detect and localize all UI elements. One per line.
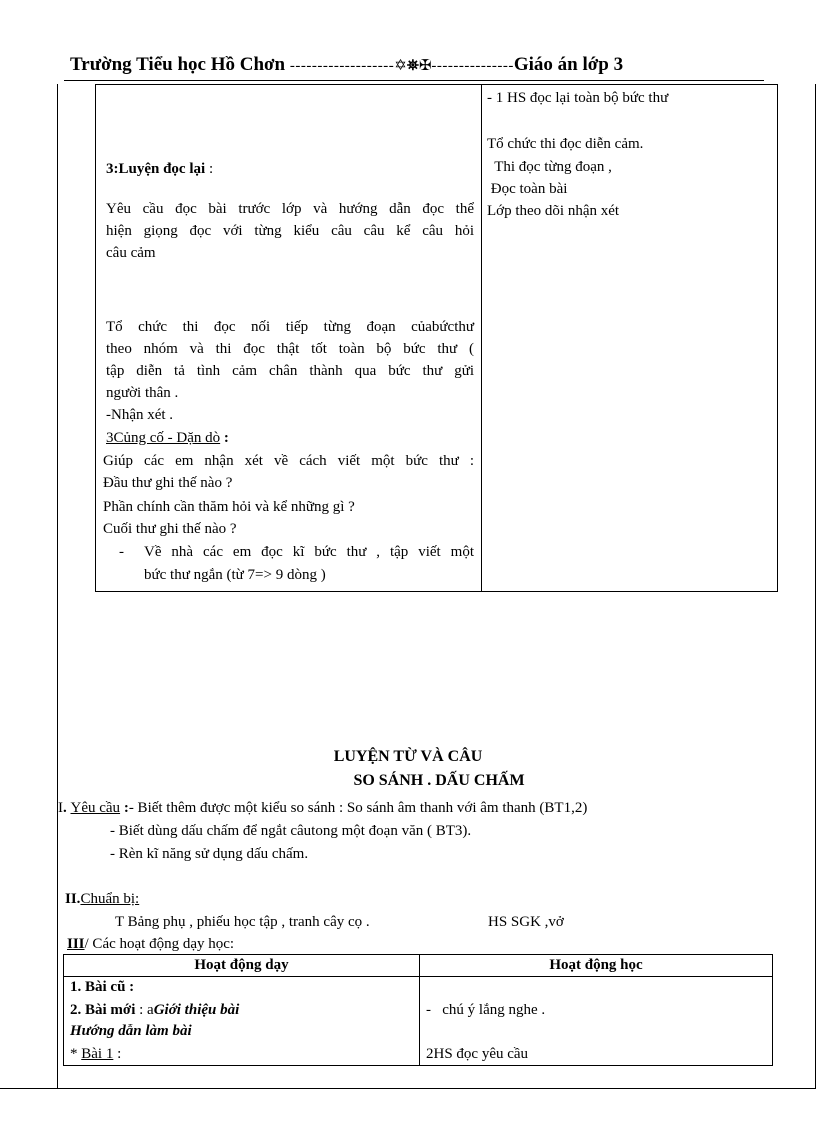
p1-line-3: câu cảm <box>106 245 156 261</box>
grade-label: Giáo án lớp 3 <box>513 54 624 75</box>
lesson-title-1: LUYỆN TỪ VÀ CÂU <box>333 748 483 765</box>
bai-moi-mid: : a <box>135 1002 154 1018</box>
p3-line-3: Phần chính cần thăm hỏi và kể những gì ? <box>103 499 355 515</box>
table-1-divider <box>481 84 482 591</box>
activities-number: III <box>67 936 85 952</box>
preparation-heading <box>65 888 139 910</box>
requirement-2: - Biết dùng dấu chấm để ngắt câutong một đoạn văn ( BT3). <box>110 823 472 839</box>
book-ornament-icon: ✡⛯✠ <box>394 56 432 74</box>
section-luyen-doc <box>106 158 213 180</box>
col-header-learn: Hoạt động học <box>420 955 773 977</box>
page-border-left <box>57 84 58 1088</box>
right-line-1: - 1 HS đọc lại toàn bộ bức thư <box>487 90 669 106</box>
req-text: - Biết thêm được một kiểu so sánh : So sánh âm thanh với âm thanh (BT1,2) <box>128 800 588 816</box>
activities-label: / Các hoạt động dạy học: <box>84 936 235 952</box>
req-colon: : <box>120 800 129 816</box>
requirement-3: - Rèn kĩ năng sử dụng dấu chấm. <box>110 846 309 862</box>
requirements-line <box>58 797 587 819</box>
learn-cell <box>420 977 773 1066</box>
bullet-line-2: bức thư ngắn (từ 7=> 9 dòng ) <box>144 567 326 583</box>
page-header <box>70 54 770 76</box>
listen-dash: - <box>426 1002 431 1018</box>
p2-line-3: tập diễn tả tình cảm chân thành qua bức thư gửi <box>106 363 474 379</box>
prep-label: Chuẩn bị: <box>80 891 140 907</box>
bai-cu: 1. Bài cũ : <box>70 979 135 995</box>
bai1-star: * <box>70 1046 82 1062</box>
prep-number: II. <box>65 891 81 907</box>
bai1-colon: : <box>113 1046 122 1062</box>
section-cung-co-title: 3Củng cố - Dặn dò <box>106 430 221 446</box>
header-dashes-left: ------------------- <box>289 58 395 74</box>
p2-line-4: người thân . <box>106 385 179 401</box>
p3-line-2: Đầu thư ghi thế nào ? <box>103 475 233 491</box>
nhan-xet: -Nhận xét . <box>106 407 174 423</box>
right-line-4: Đọc toàn bài <box>487 181 568 197</box>
bullet-dash: - <box>119 544 124 560</box>
teach-cell <box>64 977 420 1066</box>
section-luyen-doc-title: 3:Luyện đọc lại <box>106 161 206 177</box>
right-line-3: Thi đọc từng đoạn , <box>487 159 612 175</box>
school-name: Trường Tiểu học Hồ Chơn <box>70 54 286 75</box>
huong-dan: Hướng dẫn làm bài <box>70 1023 192 1039</box>
section-cung-co <box>106 427 229 449</box>
header-rule <box>64 80 764 81</box>
p3-line-4: Cuối thư ghi thế nào ? <box>103 521 237 537</box>
page-bottom-rule <box>0 1088 816 1089</box>
colon: : <box>205 161 214 177</box>
activities-heading <box>67 933 234 955</box>
prep-student: HS SGK ,vở <box>488 914 564 930</box>
right-line-5: Lớp theo dõi nhận xét <box>487 203 620 219</box>
p2-line-2: theo nhóm và thi đọc thật tốt toàn bộ bức thư ( <box>106 341 474 357</box>
header-dashes-right: --------------- <box>431 58 514 74</box>
req-label: Yêu cầu <box>70 800 121 816</box>
req-dot: . <box>63 800 71 816</box>
activity-table-2 <box>63 954 773 1066</box>
p1-line-2: hiện giọng đọc với từng kiểu câu câu kể câu hỏi <box>106 223 474 239</box>
read-request: 2HS đọc yêu cầu <box>426 1046 529 1062</box>
lesson-title-2: SO SÁNH . DẤU CHẤM <box>353 772 525 789</box>
p3-line-1: Giúp các em nhận xét về cách viết một bức thư : <box>103 453 474 469</box>
req-number: I <box>58 800 63 816</box>
bai-moi-intro: Giới thiệu bài <box>153 1002 240 1018</box>
p1-line-1: Yêu cầu đọc bài trước lớp và hướng dẫn đọc thể <box>106 201 474 217</box>
p2-line-1: Tổ chức thi đọc nối tiếp từng đoạn củabứcthư <box>106 319 474 335</box>
prep-teacher: T Bảng phụ , phiếu học tập , tranh cây cọ . <box>115 914 370 930</box>
colon: : <box>220 430 229 446</box>
col-header-teach: Hoạt động dạy <box>64 955 420 977</box>
bai-moi-label: 2. Bài mới <box>70 1002 136 1018</box>
bai1-label: Bài 1 <box>81 1046 114 1062</box>
listen-text: chú ý lắng nghe . <box>442 1002 546 1018</box>
bullet-line-1: Về nhà các em đọc kĩ bức thư , tập viết một <box>144 544 474 560</box>
right-line-2: Tổ chức thi đọc diễn cảm. <box>487 136 644 152</box>
